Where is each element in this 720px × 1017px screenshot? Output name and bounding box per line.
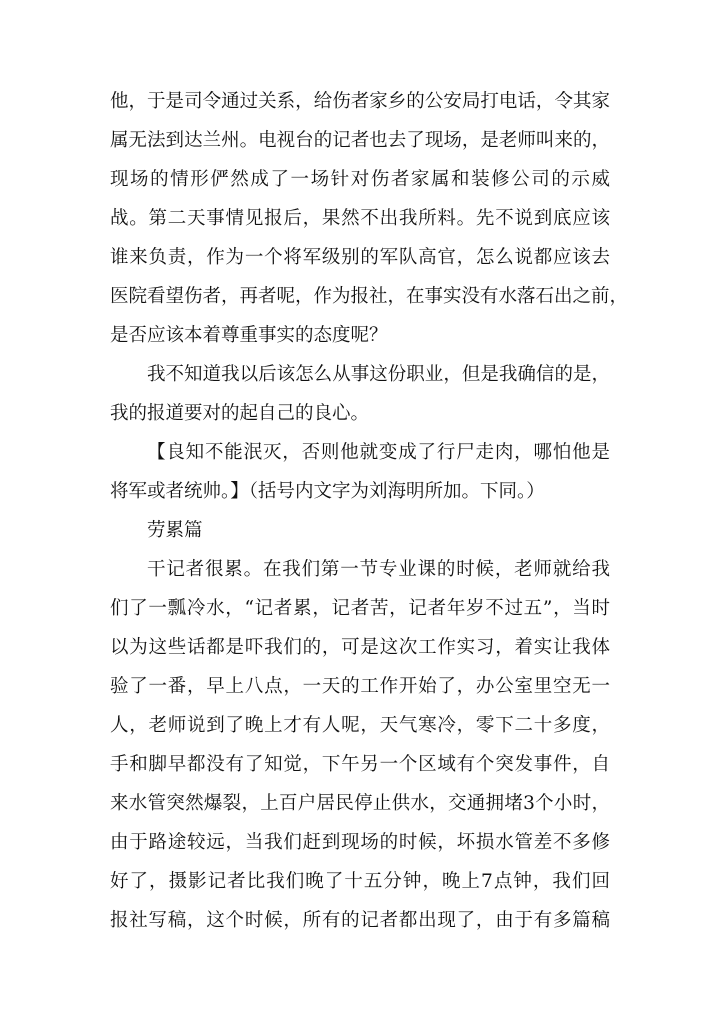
text-line: 医院看望伤者，再者呢，作为报社，在事实没有水落石出之前，: [110, 286, 629, 307]
text-line: 人，老师说到了晚上才有人呢，天气寒冷，零下二十多度，: [110, 715, 610, 736]
text-line: 手和脚早都没有了知觉，下午另一个区域有个突发事件，自: [110, 754, 610, 775]
text-line: 将军或者统帅。】（括号内文字为刘海明所加。下同。）: [110, 481, 545, 502]
text-line: 谁来负责，作为一个将军级别的军队高官，怎么说都应该去: [110, 247, 610, 268]
text-line: 现场的情形俨然成了一场针对伤者家属和装修公司的示威: [110, 169, 610, 190]
text-line: 是否应该本着尊重事实的态度呢？: [110, 325, 388, 346]
section-heading: 劳累篇: [147, 520, 203, 541]
text-line: 我的报道要对的起自己的良心。: [110, 403, 370, 424]
body-text: [110, 82, 629, 940]
paragraph-first-line: 干记者很累。在我们第一节专业课的时候，老师就给我: [147, 559, 610, 580]
text-line: 们了一瓢冷水，“记者累，记者苦，记者年岁不过五”，当时: [110, 598, 610, 619]
text-line: 由于路途较远，当我们赶到现场的时候，坏损水管差不多修: [110, 832, 610, 853]
text-line: 以为这些话都是吓我们的，可是这次工作实习，着实让我体: [110, 637, 610, 658]
text-line: 来水管突然爆裂，上百户居民停止供水，交通拥堵3个小时，: [110, 793, 610, 814]
paragraph-first-line: 【良知不能泯灭，否则他就变成了行尸走肉，哪怕他是: [147, 442, 610, 463]
text-line: 战。第二天事情见报后，果然不出我所料。先不说到底应该: [110, 208, 610, 229]
text-line: 他，于是司令通过关系，给伤者家乡的公安局打电话，令其家: [110, 91, 610, 112]
text-line: 验了一番，早上八点，一天的工作开始了，办公室里空无一: [110, 676, 610, 697]
text-line: 好了，摄影记者比我们晚了十五分钟，晚上7点钟，我们回: [110, 871, 610, 892]
paragraph-first-line: 我不知道我以后该怎么从事这份职业，但是我确信的是，: [147, 364, 610, 385]
text-line: 属无法到达兰州。电视台的记者也去了现场，是老师叫来的，: [110, 130, 610, 151]
text-line: 报社写稿，这个时候，所有的记者都出现了，由于有多篇稿: [110, 910, 610, 931]
